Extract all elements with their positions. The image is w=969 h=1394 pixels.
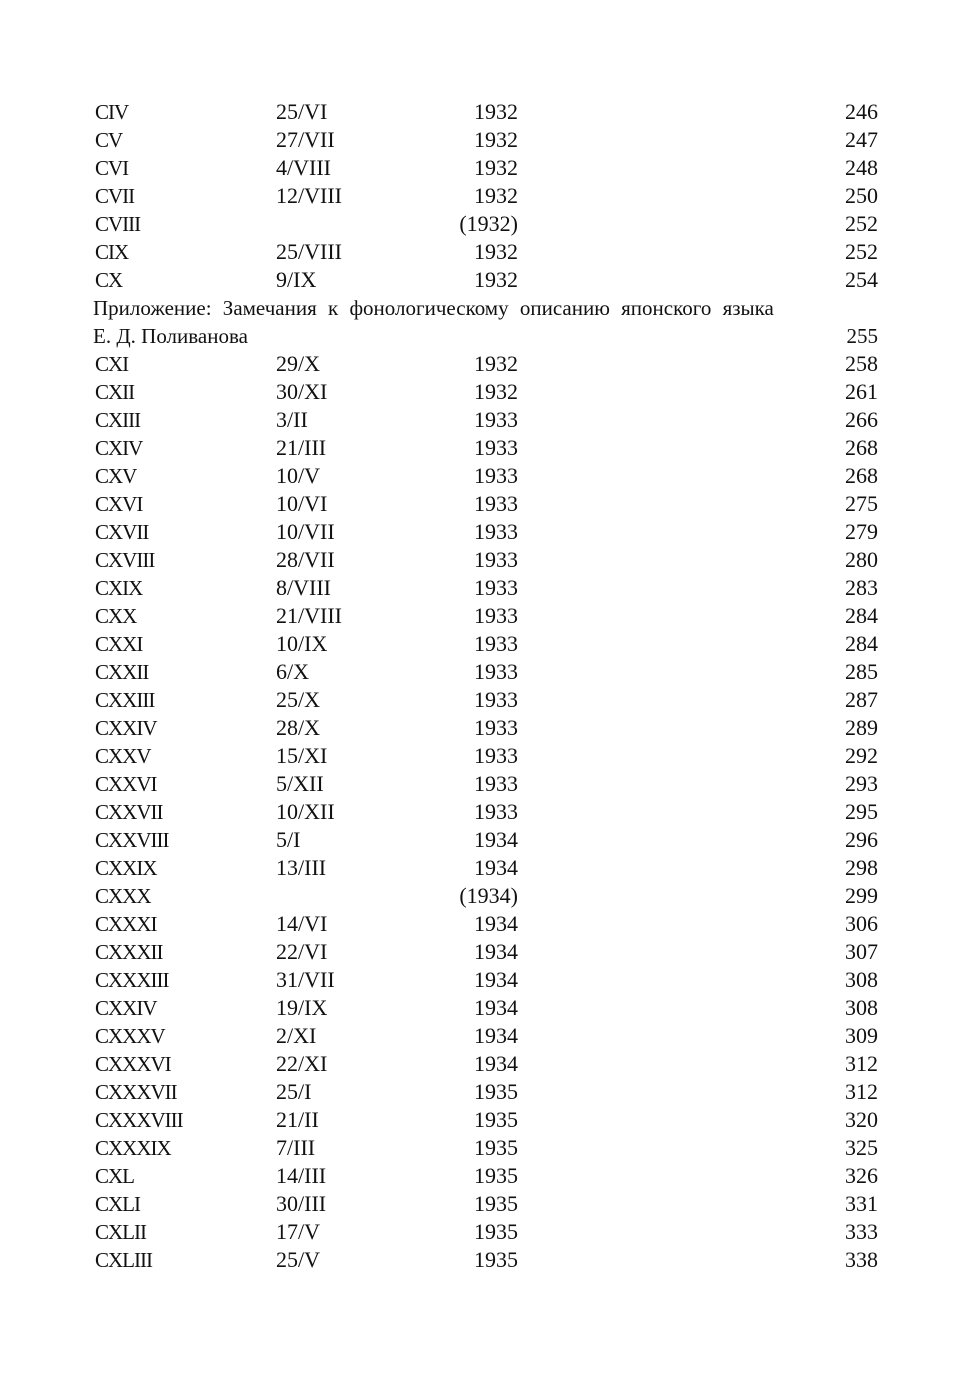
- page-number: 312: [845, 1079, 878, 1104]
- letter-number: CXXVI: [95, 772, 157, 796]
- letter-date: 2/XI: [276, 1023, 317, 1048]
- toc-entry[interactable]: [93, 1050, 878, 1078]
- letter-number: CXV: [95, 464, 137, 488]
- page-number: 279: [845, 519, 878, 544]
- letter-number: CXL: [95, 1164, 134, 1188]
- page-number: 306: [845, 911, 878, 936]
- letter-number: CXXXVI: [95, 1052, 171, 1076]
- letter-date: 7/III: [276, 1135, 316, 1160]
- toc-entry[interactable]: [93, 658, 878, 686]
- toc-entry[interactable]: [93, 518, 878, 546]
- letter-year: 1934: [474, 995, 518, 1020]
- letter-date: 21/VIII: [276, 603, 342, 628]
- letter-year: 1932: [474, 183, 518, 208]
- letter-date: 10/XII: [276, 799, 335, 824]
- letter-date: 17/V: [276, 1219, 320, 1244]
- letter-number: CXXIX: [95, 856, 157, 880]
- letter-number: CXXII: [95, 660, 149, 684]
- letter-year: 1932: [474, 379, 518, 404]
- letter-date: 22/VI: [276, 939, 328, 964]
- page-number: 268: [845, 435, 878, 460]
- letter-year: 1932: [474, 351, 518, 376]
- toc-entry[interactable]: [93, 238, 878, 266]
- page-number: 250: [845, 183, 878, 208]
- letter-year: 1935: [474, 1219, 518, 1244]
- letter-year: 1933: [474, 715, 518, 740]
- toc-entry[interactable]: [93, 350, 878, 378]
- page-number: 258: [845, 351, 878, 376]
- letter-date: 5/I: [276, 827, 301, 852]
- page-number: 312: [845, 1051, 878, 1076]
- page-number: 284: [845, 631, 878, 656]
- letter-date: 25/V: [276, 1247, 320, 1272]
- letter-year: 1934: [474, 967, 518, 992]
- letter-date: 4/VIII: [276, 155, 331, 180]
- page-number: 292: [845, 743, 878, 768]
- page-number: 296: [845, 827, 878, 852]
- page-number: 268: [845, 463, 878, 488]
- toc-entry[interactable]: [93, 266, 878, 294]
- letter-year: 1933: [474, 687, 518, 712]
- page-number: 252: [845, 239, 878, 264]
- toc-entry[interactable]: [93, 182, 878, 210]
- letter-date: 10/V: [276, 463, 320, 488]
- page-number: 246: [845, 99, 878, 124]
- page-number: 308: [845, 995, 878, 1020]
- toc-entry[interactable]: [93, 1106, 878, 1134]
- appendix-author: Е. Д. Поливанова: [93, 324, 248, 348]
- letter-date: 10/IX: [276, 631, 328, 656]
- letter-year: 1934: [474, 827, 518, 852]
- letter-number: CXXVIII: [95, 828, 169, 852]
- letter-number: CXXI: [95, 632, 143, 656]
- letter-date: 3/II: [276, 407, 308, 432]
- letter-number: CXIX: [95, 576, 143, 600]
- page-number: 285: [845, 659, 878, 684]
- letter-date: 31/VII: [276, 967, 335, 992]
- toc-entry[interactable]: [93, 1022, 878, 1050]
- letter-year: 1933: [474, 799, 518, 824]
- letter-year: 1934: [474, 855, 518, 880]
- letter-date: 28/VII: [276, 547, 335, 572]
- letter-year: 1935: [474, 1135, 518, 1160]
- page-number: 287: [845, 687, 878, 712]
- page-number: 275: [845, 491, 878, 516]
- letter-year: 1934: [474, 939, 518, 964]
- letter-date: 25/VIII: [276, 239, 342, 264]
- toc-entry[interactable]: [93, 126, 878, 154]
- toc-entry[interactable]: [93, 966, 878, 994]
- letter-year: (1934): [459, 883, 518, 908]
- page-number: 298: [845, 855, 878, 880]
- page-number: 309: [845, 1023, 878, 1048]
- letter-date: 12/VIII: [276, 183, 342, 208]
- page-number: 333: [845, 1219, 878, 1244]
- toc-entry[interactable]: [93, 742, 878, 770]
- letter-number: CXXIV: [95, 996, 157, 1020]
- letter-number: CXXVII: [95, 800, 163, 824]
- page-number: 326: [845, 1163, 878, 1188]
- toc-entry[interactable]: [93, 378, 878, 406]
- letter-year: 1935: [474, 1163, 518, 1188]
- letter-number: CXXXII: [95, 940, 163, 964]
- letter-year: 1935: [474, 1079, 518, 1104]
- letter-number: CXXXVIII: [95, 1108, 183, 1132]
- toc-entry[interactable]: [93, 434, 878, 462]
- letter-number: CXXIV: [95, 716, 157, 740]
- letter-year: 1935: [474, 1191, 518, 1216]
- toc-entry[interactable]: [93, 714, 878, 742]
- toc-entry[interactable]: [93, 1134, 878, 1162]
- letter-number: CXVII: [95, 520, 149, 544]
- letter-number: CXLI: [95, 1192, 140, 1216]
- toc-entry[interactable]: [93, 910, 878, 938]
- toc-entry[interactable]: [93, 210, 878, 238]
- appendix-title-line-1: [93, 294, 878, 322]
- letter-year: 1934: [474, 1051, 518, 1076]
- letter-number: CXXX: [95, 884, 151, 908]
- letter-number: CXIII: [95, 408, 141, 432]
- page-number: 255: [846, 324, 878, 348]
- letter-year: 1935: [474, 1247, 518, 1272]
- toc-entry[interactable]: [93, 406, 878, 434]
- letter-date: 19/IX: [276, 995, 328, 1020]
- page-number: 248: [845, 155, 878, 180]
- letter-number: CXLII: [95, 1220, 146, 1244]
- letter-date: 30/III: [276, 1191, 327, 1216]
- toc-entry[interactable]: [93, 490, 878, 518]
- toc-entry[interactable]: [93, 1078, 878, 1106]
- letter-date: 14/VI: [276, 911, 328, 936]
- letter-year: 1932: [474, 127, 518, 152]
- letter-number: CXI: [95, 352, 129, 376]
- letter-date: 29/X: [276, 351, 320, 376]
- letter-number: CXXXIX: [95, 1136, 171, 1160]
- toc-entry[interactable]: [93, 994, 878, 1022]
- letter-number: CIV: [95, 100, 129, 124]
- toc-entry[interactable]: [93, 602, 878, 630]
- letter-number: CVIII: [95, 212, 141, 236]
- appendix-title-line-2[interactable]: [93, 322, 878, 350]
- letter-number: CXVI: [95, 492, 143, 516]
- letter-year: 1933: [474, 463, 518, 488]
- letter-date: 21/III: [276, 435, 327, 460]
- letter-year: 1932: [474, 267, 518, 292]
- letter-year: 1933: [474, 631, 518, 656]
- letter-year: 1932: [474, 239, 518, 264]
- letter-date: 14/III: [276, 1163, 327, 1188]
- letter-date: 25/X: [276, 687, 320, 712]
- letter-year: 1933: [474, 547, 518, 572]
- letter-number: CIX: [95, 240, 129, 264]
- appendix-title-text: Приложение: Замечания к фонологическому описанию японского языка: [93, 296, 774, 320]
- letter-number: CXXXV: [95, 1024, 165, 1048]
- letter-date: 25/VI: [276, 99, 328, 124]
- letter-number: CXXIII: [95, 688, 155, 712]
- page-number: 293: [845, 771, 878, 796]
- letter-year: 1933: [474, 575, 518, 600]
- page-number: 295: [845, 799, 878, 824]
- letter-year: (1932): [459, 211, 518, 236]
- toc-entry[interactable]: [93, 798, 878, 826]
- toc-entry[interactable]: [93, 574, 878, 602]
- toc-entry[interactable]: [93, 1190, 878, 1218]
- page-number: 307: [845, 939, 878, 964]
- page-number: 331: [845, 1191, 878, 1216]
- letter-number: CXXXVII: [95, 1080, 177, 1104]
- page-number: 280: [845, 547, 878, 572]
- letter-date: 30/XI: [276, 379, 328, 404]
- letter-year: 1935: [474, 1107, 518, 1132]
- toc-entry[interactable]: [93, 882, 878, 910]
- letter-number: CVII: [95, 184, 135, 208]
- letter-year: 1933: [474, 603, 518, 628]
- letter-number: CXXXIII: [95, 968, 169, 992]
- toc-entry[interactable]: [93, 98, 878, 126]
- letter-date: 6/X: [276, 659, 309, 684]
- letter-number: CXXV: [95, 744, 151, 768]
- page-number: 252: [845, 211, 878, 236]
- letter-date: 15/XI: [276, 743, 328, 768]
- letter-date: 9/IX: [276, 267, 317, 292]
- toc-entry[interactable]: [93, 938, 878, 966]
- letter-number: CV: [95, 128, 123, 152]
- letter-number: CVI: [95, 156, 129, 180]
- page-number: 308: [845, 967, 878, 992]
- letter-year: 1932: [474, 99, 518, 124]
- toc-entry[interactable]: [93, 630, 878, 658]
- page-number: 247: [845, 127, 878, 152]
- toc-entry[interactable]: [93, 1218, 878, 1246]
- toc-entry[interactable]: [93, 826, 878, 854]
- toc-entry[interactable]: [93, 854, 878, 882]
- page-number: 320: [845, 1107, 878, 1132]
- toc-entry[interactable]: [93, 546, 878, 574]
- letter-number: CXII: [95, 380, 135, 404]
- letter-number: CXVIII: [95, 548, 155, 572]
- toc-entry[interactable]: [93, 1162, 878, 1190]
- toc-entry[interactable]: [93, 1246, 878, 1274]
- letter-year: 1932: [474, 155, 518, 180]
- page-number: 266: [845, 407, 878, 432]
- toc-entry[interactable]: [93, 154, 878, 182]
- page-number: 283: [845, 575, 878, 600]
- toc-list-part-2: [93, 350, 878, 1274]
- letter-date: 22/XI: [276, 1051, 328, 1076]
- letter-number: CXLIII: [95, 1248, 152, 1272]
- letter-year: 1933: [474, 659, 518, 684]
- toc-entry[interactable]: [93, 462, 878, 490]
- letter-number: CXXXI: [95, 912, 157, 936]
- letter-year: 1933: [474, 407, 518, 432]
- letter-number: CXX: [95, 604, 137, 628]
- page-number: 289: [845, 715, 878, 740]
- letter-date: 8/VIII: [276, 575, 331, 600]
- letter-date: 10/VI: [276, 491, 328, 516]
- letter-date: 21/II: [276, 1107, 319, 1132]
- letter-number: CXIV: [95, 436, 143, 460]
- letter-date: 25/I: [276, 1079, 312, 1104]
- page-number: 338: [845, 1247, 878, 1272]
- letter-year: 1934: [474, 911, 518, 936]
- letter-date: 27/VII: [276, 127, 335, 152]
- page-number: 261: [845, 379, 878, 404]
- letter-date: 28/X: [276, 715, 320, 740]
- letter-year: 1933: [474, 435, 518, 460]
- letter-year: 1934: [474, 1023, 518, 1048]
- letter-number: CX: [95, 268, 123, 292]
- letter-date: 13/III: [276, 855, 327, 880]
- table-of-contents: [93, 98, 878, 1274]
- page-number: 325: [845, 1135, 878, 1160]
- letter-year: 1933: [474, 743, 518, 768]
- page-number: 284: [845, 603, 878, 628]
- page-number: 254: [845, 267, 878, 292]
- toc-entry[interactable]: [93, 686, 878, 714]
- letter-year: 1933: [474, 771, 518, 796]
- letter-date: 5/XII: [276, 771, 324, 796]
- page-number: 299: [845, 883, 878, 908]
- toc-entry[interactable]: [93, 770, 878, 798]
- toc-list-part-1: [93, 98, 878, 294]
- letter-date: 10/VII: [276, 519, 335, 544]
- letter-year: 1933: [474, 491, 518, 516]
- letter-year: 1933: [474, 519, 518, 544]
